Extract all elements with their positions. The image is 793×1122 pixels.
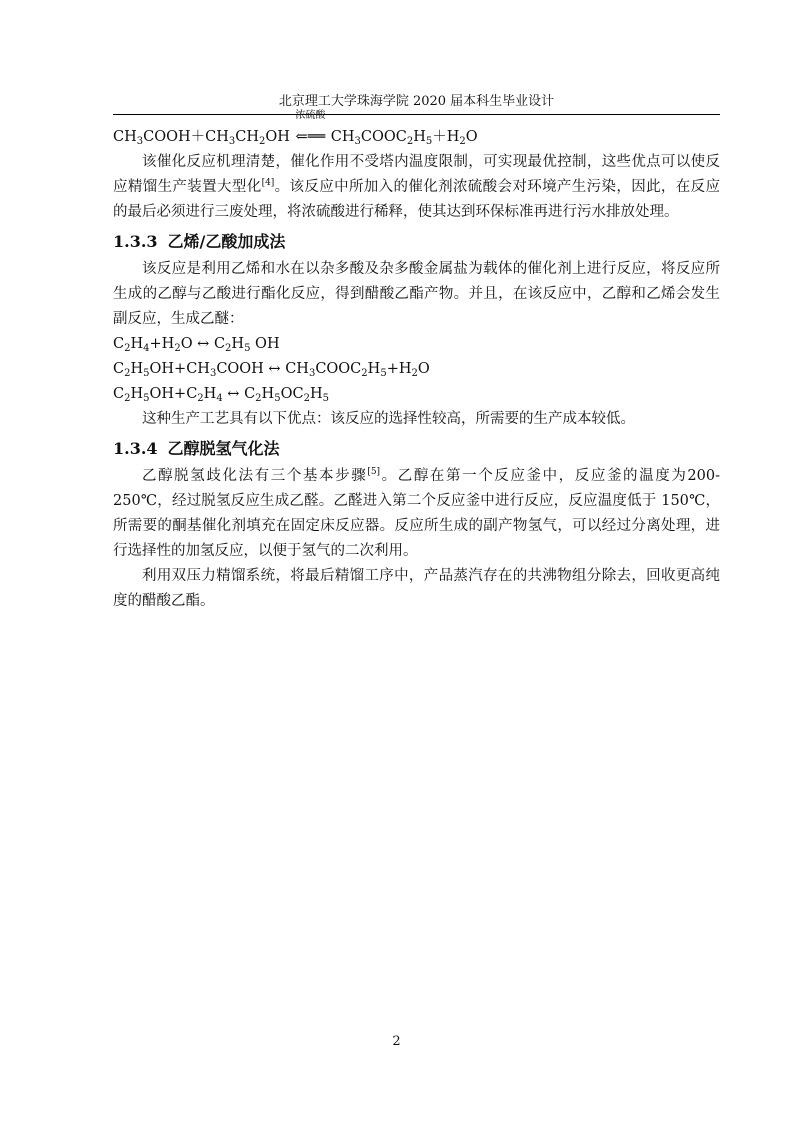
- equation-lhs: $CH_3COOH+CH_3CH_2OH$: [113, 129, 290, 147]
- paragraph-catalyst: 该催化反应机理清楚，催化作用不受塔内温度限制，可实现最优控制，这些优点可以使反应精馏生产装置大型化[4]。该反应中所加入的催化剂浓硫酸会对环境产生污染，因此，在反应的最后必须进行三废处理，将浓硫酸进行稀释，使其达到环保标准再进行污水排放处理。: [113, 154, 720, 220]
- reaction-2: $C_2H_5OH+CH_3COOH$ ↔ $CH_3COOC_2H_5+H_2O$: [113, 361, 430, 379]
- header-rule: [113, 114, 720, 115]
- equilibrium-arrow-icon: ⇐══: [295, 129, 326, 145]
- paragraph-ethylene-method: 该反应是利用乙烯和水在以杂多酸及杂多酸金属盐为载体的催化剂上进行反应，将反应所生成的乙醇与乙酸进行酯化反应，得到醋酸乙酯产物。并且，在该反应中，乙醇和乙烯会发生副反应，生成乙醚：: [113, 261, 720, 327]
- page-header: 北京理工大学珠海学院 2020 届本科生毕业设计: [278, 94, 555, 109]
- citation-ref[interactable]: [4]: [261, 178, 275, 188]
- equation-arrow: [295, 110, 327, 150]
- page-number: 2: [392, 1034, 401, 1049]
- paragraph-dehydrogenation: 乙醇脱氢歧化法有三个基本步骤[5]。乙醇在第一个反应釜中，反应釜的温度为200-250℃，经过脱氢反应生成乙醛。乙醛进入第二个反应釜中进行反应，反应温度低于 150℃，所需要的酮基催化剂填充在固定床反应器。反应所生成的副产物氢气，可以经过分离处理，进行选择性的加氢反应，以便于氢气的二次利用。: [113, 467, 721, 559]
- paragraph-advantages: 这种生产工艺具有以下优点：该反应的选择性较高，所需要的生产成本较低。: [142, 411, 635, 427]
- paragraph-distillation: 利用双压力精馏系统，将最后精馏工序中，产品蒸汽存在的共沸物组分除去，回收更高纯度的醋酸乙酯。: [113, 568, 720, 609]
- equation-rhs: $CH_3COOC_2H_5+H_2O$: [330, 129, 478, 147]
- citation-ref[interactable]: [5]: [367, 467, 381, 477]
- section-heading-1-3-4: 1.3.4 乙醇脱氢气化法: [113, 439, 280, 458]
- catalyst-label: 浓硫酸: [295, 110, 326, 121]
- section-heading-1-3-3: 1.3.3 乙烯/乙酸加成法: [113, 232, 286, 251]
- main-content: [113, 110, 721, 614]
- equation-esterification: [113, 110, 720, 150]
- reaction-3: $C_2H_5OH+C_2H_4$ ↔ $C_2H_5OC_2H_5$: [113, 386, 329, 404]
- reaction-1: $C_2H_4+H_2O$ ↔ $C_2H_5$ OH: [113, 336, 280, 354]
